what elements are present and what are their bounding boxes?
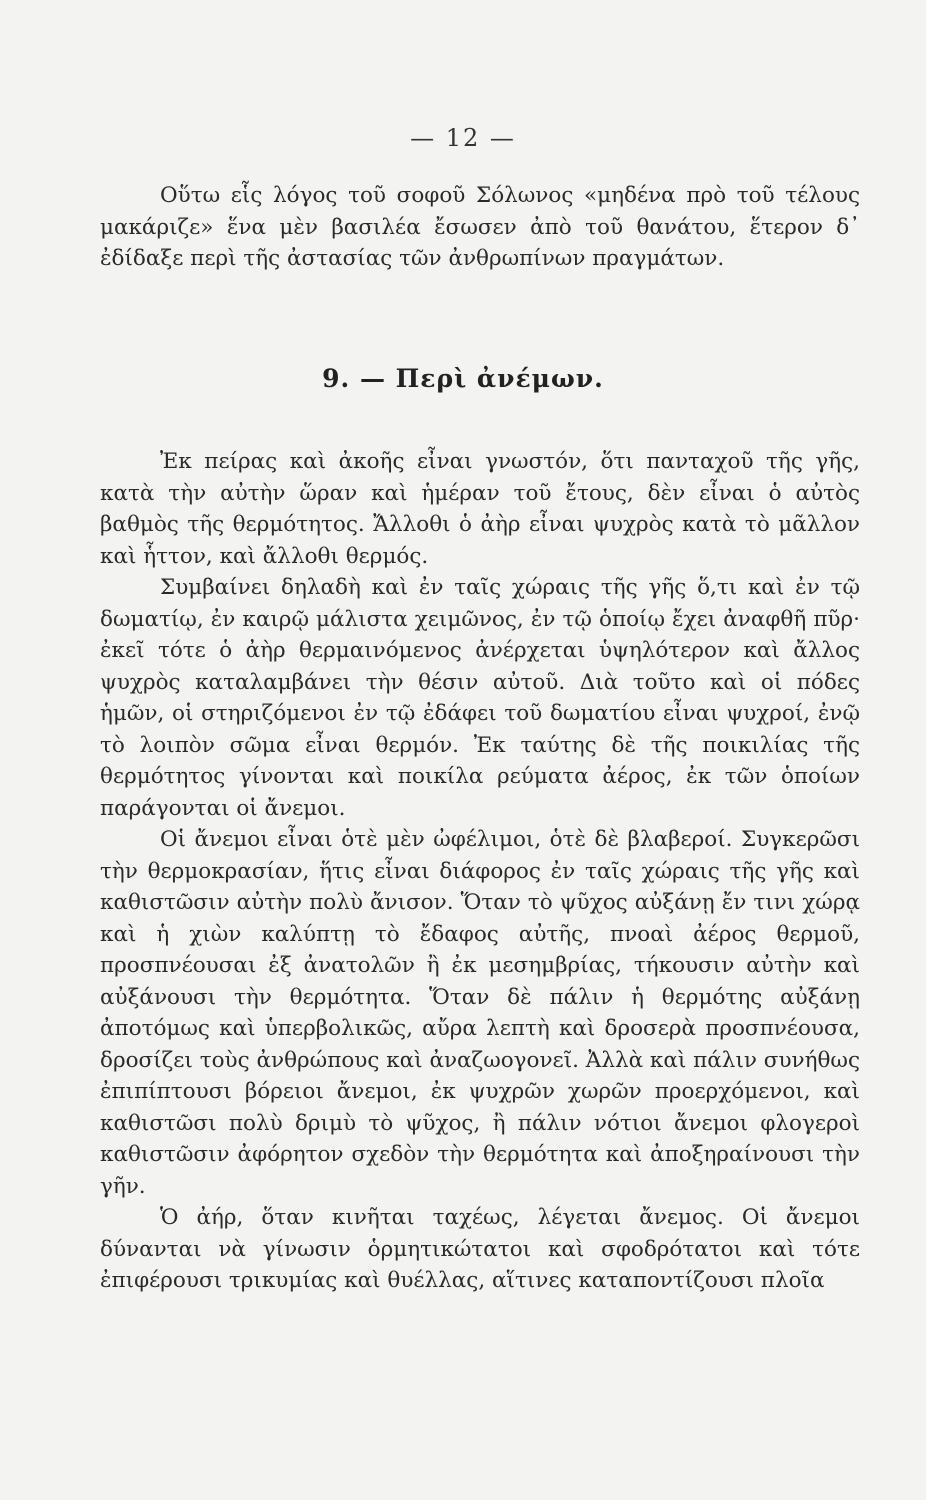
paragraph-2: Συμβαίνει δηλαδὴ καὶ ἐν ταῖς χώραις τῆς γῆς ὅ,τι καὶ ἐν τῷ δωματίῳ, ἐν καιρῷ μάλιστα χειμῶνος, ἐν τῷ ὁποίῳ ἔχει ἀναφθῆ πῦρ· ἐκεῖ τότε ὁ ἀὴρ θερμαινόμενος ἀνέρχεται ὑψηλότερον καὶ ἄλλος ψυχρὸς καταλαμβάνει τὴν θέσιν αὐτοῦ. Διὰ τοῦτο καὶ οἱ πόδες ἡμῶν, οἱ στηριζόμενοι ἐν τῷ ἐδάφει τοῦ δωματίου εἶναι ψυχροί, ἐνῷ τὸ λοιπὸν σῶμα εἶναι θερμόν. Ἐκ ταύτης δὲ τῆς ποικιλίας τῆς θερμότητος γίνονται καὶ ποικίλα ρεύματα ἀέρος, ἐκ τῶν ὁποίων παράγονται οἱ ἄνεμοι. bbox=[100, 575, 860, 821]
section-heading: 9. — Περὶ ἀνέμων. bbox=[322, 364, 604, 393]
section-body bbox=[100, 446, 860, 1297]
intro-paragraph: Οὕτω εἷς λόγος τοῦ σοφοῦ Σόλωνος «μηδένα πρὸ τοῦ τέλους μακάριζε» ἕνα μὲν βασιλέα ἔσωσεν ἀπὸ τοῦ θανάτου, ἕτερον δ᾿ ἐδίδαξε περὶ τῆς ἀστασίας τῶν ἀνθρωπίνων πραγμάτων. bbox=[100, 183, 860, 271]
paragraph-4: Ὁ ἀήρ, ὅταν κινῆται ταχέως, λέγεται ἄνεμος. Οἱ ἄνεμοι δύνανται νὰ γίνωσιν ὁρμητικώτατοι καὶ σφοδρότατοι καὶ τότε ἐπιφέρουσι τρικυμίας καὶ θυέλλας, αἵτινες καταποντίζουσι πλοῖα bbox=[100, 1205, 860, 1293]
paragraph-3: Οἱ ἄνεμοι εἶναι ὁτὲ μὲν ὠφέλιμοι, ὁτὲ δὲ βλαβεροί. Συγκερῶσι τὴν θερμοκρασίαν, ἥτις εἶναι διάφορος ἐν ταῖς χώραις τῆς γῆς καὶ καθιστῶσιν αὐτὴν πολὺ ἄνισον. Ὅταν τὸ ψῦχος αὐξάνῃ ἔν τινι χώρᾳ καὶ ἡ χιὼν καλύπτῃ τὸ ἔδαφος αὐτῆς, πνοαὶ ἀέρος θερμοῦ, προσπνέουσαι ἐξ ἀνατολῶν ἢ ἐκ μεσημβρίας, τήκουσιν αὐτὴν καὶ αὐξάνουσι τὴν θερμότητα. Ὅταν δὲ πάλιν ἡ θερμότης αὐξάνῃ ἀποτόμως καὶ ὑπερβολικῶς, αὔρα λεπτὴ καὶ δροσερὰ προσπνέουσα, δροσίζει τοὺς ἀνθρώπους καὶ ἀναζωογονεῖ. Ἀλλὰ καὶ πάλιν συνήθως ἐπιπίπτουσι βόρειοι ἄνεμοι, ἐκ ψυχρῶν χωρῶν προερχόμενοι, καὶ καθιστῶσι πολὺ δριμὺ τὸ ψῦχος, ἢ πάλιν νότιοι ἄνεμοι φλογεροὶ καθιστῶσιν ἀφόρητον σχεδὸν τὴν θερμότητα καὶ ἀποξηραίνουσι τὴν γῆν. bbox=[100, 827, 860, 1199]
paragraph-1: Ἐκ πείρας καὶ ἀκοῆς εἶναι γνωστόν, ὅτι πανταχοῦ τῆς γῆς, κατὰ τὴν αὐτὴν ὥραν καὶ ἡμέραν τοῦ ἔτους, δὲν εἶναι ὁ αὐτὸς βαθμὸς τῆς θερμότητος. Ἄλλοθι ὁ ἀὴρ εἶναι ψυχρὸς κατὰ τὸ μᾶλλον καὶ ἧττον, καὶ ἄλλοθι θερμός. bbox=[100, 449, 860, 569]
intro-text bbox=[100, 180, 860, 275]
page-number: — 12 — bbox=[410, 124, 516, 152]
